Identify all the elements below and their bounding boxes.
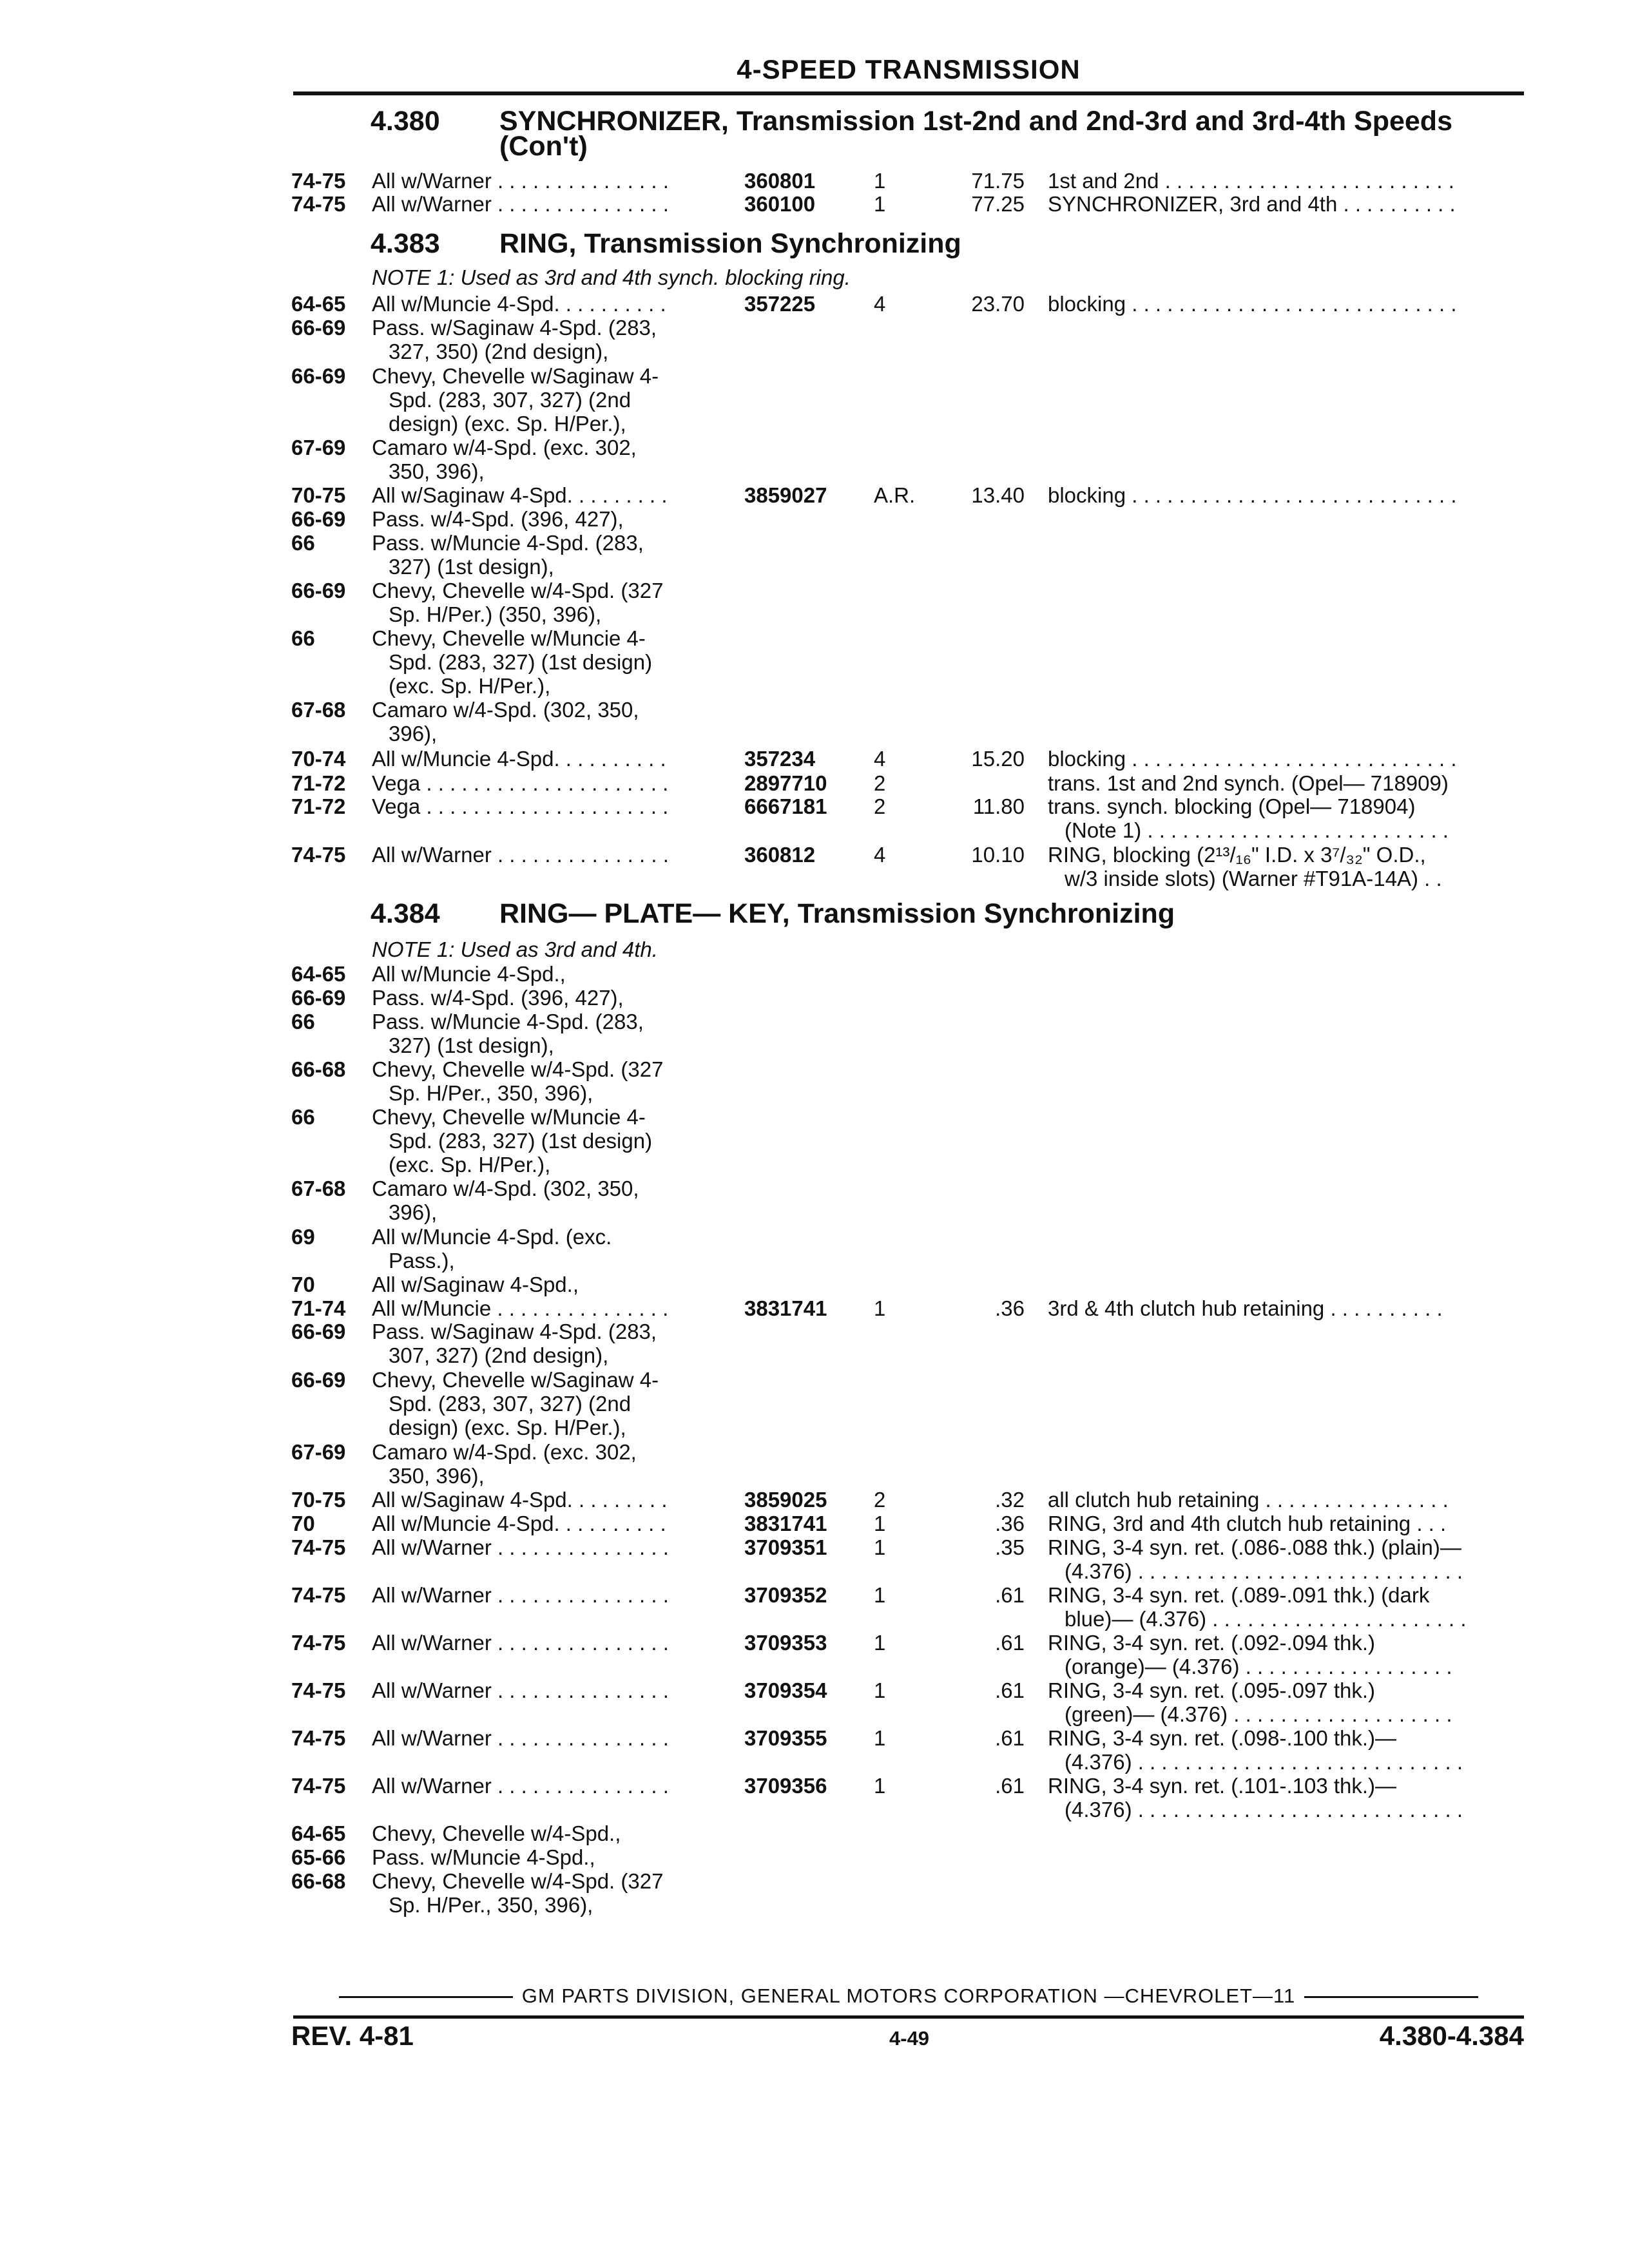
remarks-line: RING, 3-4 syn. ret. (.095-.097 thk.) (1048, 1678, 1376, 1702)
model-years: 66-69 (291, 1320, 346, 1343)
remarks-line: RING, 3rd and 4th clutch hub retaining . . . (1048, 1512, 1447, 1535)
description-line: All w/Muncie 4-Spd. . . . . . . . . . (372, 1512, 666, 1535)
price: .35 (995, 1535, 1025, 1559)
model-years: 66 (291, 531, 315, 555)
application-description (372, 1869, 694, 1917)
application-description (372, 1726, 694, 1750)
remarks-line: (green)— (4.376) . . . . . . . . . . . . . . . . . . . (1065, 1702, 1452, 1726)
remarks-line: trans. 1st and 2nd synch. (Opel— 718909) (1048, 771, 1449, 795)
model-years: 74-75 (291, 1726, 346, 1750)
remarks-line: (4.376) . . . . . . . . . . . . . . . . . . . . . . . . . . . . (1065, 1750, 1463, 1774)
description-line: Pass. w/Saginaw 4-Spd. (283, (372, 316, 657, 340)
description-line: 327) (1st design), (389, 555, 554, 579)
description-line: 396), (389, 722, 438, 745)
description-line: Pass. w/Muncie 4-Spd. (283, (372, 1010, 644, 1033)
application-description (372, 1273, 694, 1296)
application-description (372, 1105, 694, 1177)
section-title: SYNCHRONIZER, Transmission 1st-2nd and 2nd-3rd and 3rd-4th Speeds (499, 106, 1452, 137)
application-description (372, 771, 694, 795)
remarks-line: (Note 1) . . . . . . . . . . . . . . . . . . . . . . . . . . (1065, 818, 1449, 842)
model-years: 66-69 (291, 986, 346, 1010)
remarks (1048, 169, 1518, 193)
part-number: 3859027 (744, 483, 827, 507)
description-line: Spd. (283, 327) (1st design) (389, 1129, 653, 1153)
part-number: 357225 (744, 292, 816, 316)
part-number: 3709354 (744, 1678, 827, 1702)
application-description (372, 1678, 694, 1702)
model-years: 74-75 (291, 1678, 346, 1702)
model-years: 66 (291, 1105, 315, 1129)
part-number: 3709353 (744, 1631, 827, 1655)
remarks-line: (orange)— (4.376) . . . . . . . . . . . . . . . . . . (1065, 1655, 1452, 1678)
application-description (372, 1488, 694, 1512)
remarks (1048, 1774, 1518, 1821)
description-line: 396), (389, 1200, 438, 1224)
description-line: Pass. w/4-Spd. (396, 427), (372, 507, 624, 531)
description-line: design) (exc. Sp. H/Per.), (389, 412, 626, 436)
application-description (372, 531, 694, 579)
application-description (372, 1631, 694, 1655)
description-line: Camaro w/4-Spd. (302, 350, (372, 1177, 639, 1200)
description-line: All w/Warner . . . . . . . . . . . . . . . (372, 1631, 669, 1655)
remarks (1048, 771, 1518, 795)
model-years: 70-74 (291, 747, 346, 771)
part-number: 360812 (744, 843, 816, 867)
remarks (1048, 192, 1518, 216)
page-header (293, 23, 1524, 95)
remarks-line: all clutch hub retaining . . . . . . . . . . . . . . . . (1048, 1488, 1449, 1512)
description-line: 307, 327) (2nd design), (389, 1343, 609, 1367)
quantity: 1 (874, 1774, 886, 1798)
section-title: RING— PLATE— KEY, Transmission Synchronizing (499, 898, 1175, 929)
section-note: NOTE 1: Used as 3rd and 4th synch. blocking ring. (372, 265, 851, 289)
remarks (1048, 1512, 1518, 1535)
application-description (372, 364, 694, 436)
price: .32 (995, 1488, 1025, 1512)
price: .61 (995, 1774, 1025, 1798)
model-years: 66-69 (291, 1368, 346, 1392)
page-number: 4-49 (889, 2027, 930, 2050)
remarks (1048, 1535, 1518, 1583)
model-years: 67-69 (291, 436, 346, 459)
description-line: 350, 396), (389, 1464, 485, 1488)
model-years: 66-69 (291, 507, 346, 531)
remarks (1048, 1678, 1518, 1726)
quantity: 1 (874, 1726, 886, 1750)
remarks-line: RING, 3-4 syn. ret. (.086-.088 thk.) (plain)— (1048, 1535, 1461, 1559)
application-description (372, 1535, 694, 1559)
application-description (372, 962, 694, 986)
section-range: 4.380-4.384 (1379, 2021, 1524, 2051)
remarks-line: blue)— (4.376) . . . . . . . . . . . . . . . . . . . . . . (1065, 1607, 1467, 1631)
application-description (372, 292, 694, 316)
part-number: 3859025 (744, 1488, 827, 1512)
description-line: Chevy, Chevelle w/4-Spd., (372, 1821, 621, 1845)
description-line: All w/Saginaw 4-Spd. . . . . . . . . (372, 1488, 668, 1512)
description-line: All w/Warner . . . . . . . . . . . . . . . (372, 1678, 669, 1702)
quantity: 4 (874, 292, 886, 316)
model-years: 71-74 (291, 1296, 346, 1320)
price: 13.40 (971, 483, 1025, 507)
application-description (372, 316, 694, 363)
description-line: All w/Muncie 4-Spd. . . . . . . . . . (372, 292, 666, 316)
remarks-line: trans. synch. blocking (Opel— 718904) (1048, 794, 1416, 818)
application-description (372, 1296, 694, 1320)
model-years: 74-75 (291, 192, 346, 216)
description-line: Camaro w/4-Spd. (exc. 302, (372, 1440, 637, 1464)
description-line: Chevy, Chevelle w/Muncie 4- (372, 1105, 646, 1129)
description-line: Chevy, Chevelle w/4-Spd. (327 (372, 1057, 664, 1081)
quantity: 1 (874, 1583, 886, 1607)
remarks-line: (4.376) . . . . . . . . . . . . . . . . . . . . . . . . . . . . (1065, 1798, 1463, 1821)
model-years: 74-75 (291, 1535, 346, 1559)
footer-rule (293, 2015, 1524, 2019)
remarks-line: (4.376) . . . . . . . . . . . . . . . . . . . . . . . . . . . . (1065, 1559, 1463, 1583)
part-number: 3831741 (744, 1296, 827, 1320)
description-line: Spd. (283, 327) (1st design) (389, 650, 653, 674)
footer-publisher (293, 1984, 1524, 2008)
application-description (372, 1583, 694, 1607)
application-description (372, 1177, 694, 1224)
application-description (372, 794, 694, 818)
price: .36 (995, 1512, 1025, 1535)
remarks-line: RING, 3-4 syn. ret. (.092-.094 thk.) (1048, 1631, 1376, 1655)
description-line: design) (exc. Sp. H/Per.), (389, 1416, 626, 1439)
description-line: Chevy, Chevelle w/Muncie 4- (372, 626, 646, 650)
section-title-cont: (Con't) (499, 131, 588, 162)
application-description (372, 1512, 694, 1535)
remarks-line: 3rd & 4th clutch hub retaining . . . . . . . . . . (1048, 1296, 1443, 1320)
page-title: 4-SPEED TRANSMISSION (737, 54, 1081, 84)
part-number: 360801 (744, 169, 816, 193)
price: .61 (995, 1678, 1025, 1702)
price: .61 (995, 1726, 1025, 1750)
description-line: 327, 350) (2nd design), (389, 340, 609, 363)
quantity: 2 (874, 1488, 886, 1512)
remarks (1048, 292, 1518, 316)
description-line: Pass.), (389, 1249, 455, 1273)
revision-label: REV. 4-81 (291, 2021, 414, 2051)
description-line: All w/Saginaw 4-Spd. . . . . . . . . (372, 483, 668, 507)
part-number: 3709351 (744, 1535, 827, 1559)
description-line: 327) (1st design), (389, 1033, 554, 1057)
part-number: 3709356 (744, 1774, 827, 1798)
description-line: (exc. Sp. H/Per.), (389, 674, 551, 698)
section-number: 4.383 (371, 228, 440, 259)
quantity: 2 (874, 771, 886, 795)
model-years: 67-68 (291, 1177, 346, 1200)
model-years: 74-75 (291, 1774, 346, 1798)
description-line: All w/Muncie 4-Spd. . . . . . . . . . (372, 747, 666, 771)
remarks-line: RING, 3-4 syn. ret. (.098-.100 thk.)— (1048, 1726, 1397, 1750)
description-line: Chevy, Chevelle w/Saginaw 4- (372, 364, 659, 388)
model-years: 74-75 (291, 169, 346, 193)
description-line: Chevy, Chevelle w/Saginaw 4- (372, 1368, 659, 1392)
description-line: All w/Saginaw 4-Spd., (372, 1273, 579, 1296)
price: 11.80 (972, 794, 1025, 818)
remarks-line: 1st and 2nd . . . . . . . . . . . . . . . . . . . . . . . . . (1048, 169, 1454, 193)
remarks (1048, 483, 1518, 507)
model-years: 66-69 (291, 364, 346, 388)
description-line: Vega . . . . . . . . . . . . . . . . . . . . . (372, 771, 669, 795)
model-years: 67-68 (291, 698, 346, 722)
description-line: Camaro w/4-Spd. (exc. 302, (372, 436, 637, 459)
part-number: 3709352 (744, 1583, 827, 1607)
description-line: Sp. H/Per., 350, 396), (389, 1081, 593, 1105)
model-years: 66-68 (291, 1869, 346, 1893)
model-years: 70 (291, 1273, 315, 1296)
quantity: 1 (874, 169, 886, 193)
description-line: Spd. (283, 307, 327) (2nd (389, 388, 631, 412)
model-years: 67-69 (291, 1440, 346, 1464)
quantity: 1 (874, 1535, 886, 1559)
model-years: 64-65 (291, 1821, 346, 1845)
description-line: 350, 396), (389, 459, 485, 483)
remarks-line: RING, 3-4 syn. ret. (.089-.091 thk.) (dark (1048, 1583, 1430, 1607)
application-description (372, 579, 694, 626)
description-line: Sp. H/Per.) (350, 396), (389, 602, 602, 626)
description-line: (exc. Sp. H/Per.), (389, 1153, 551, 1177)
application-description (372, 507, 694, 531)
section-number: 4.380 (371, 106, 440, 137)
remarks (1048, 1726, 1518, 1774)
application-description (372, 1320, 694, 1367)
description-line: All w/Warner . . . . . . . . . . . . . . . (372, 169, 669, 193)
remarks (1048, 794, 1518, 842)
quantity: 1 (874, 1296, 886, 1320)
model-years: 71-72 (291, 794, 346, 818)
part-number: 6667181 (744, 794, 827, 818)
description-line: All w/Warner . . . . . . . . . . . . . . . (372, 1535, 669, 1559)
model-years: 71-72 (291, 771, 346, 795)
remarks (1048, 843, 1518, 890)
model-years: 70-75 (291, 483, 346, 507)
description-line: Pass. w/Muncie 4-Spd., (372, 1845, 595, 1869)
model-years: 70 (291, 1512, 315, 1535)
application-description (372, 192, 694, 216)
application-description (372, 436, 694, 483)
model-years: 66-69 (291, 316, 346, 340)
model-years: 69 (291, 1225, 315, 1249)
application-description (372, 1057, 694, 1105)
application-description (372, 1774, 694, 1798)
quantity: 4 (874, 843, 886, 867)
description-line: Chevy, Chevelle w/4-Spd. (327 (372, 1869, 664, 1893)
price: .36 (995, 1296, 1025, 1320)
model-years: 64-65 (291, 292, 346, 316)
application-description (372, 843, 694, 867)
remarks (1048, 1631, 1518, 1678)
quantity: 1 (874, 1631, 886, 1655)
price: 71.75 (971, 169, 1025, 193)
description-line: All w/Warner . . . . . . . . . . . . . . . (372, 1583, 669, 1607)
description-line: Pass. w/4-Spd. (396, 427), (372, 986, 624, 1010)
description-line: Pass. w/Saginaw 4-Spd. (283, (372, 1320, 657, 1343)
part-number: 357234 (744, 747, 816, 771)
quantity: 1 (874, 1678, 886, 1702)
model-years: 66 (291, 626, 315, 650)
description-line: Spd. (283, 307, 327) (2nd (389, 1392, 631, 1416)
price: 77.25 (971, 192, 1025, 216)
price: 15.20 (971, 747, 1025, 771)
application-description (372, 1440, 694, 1488)
section-note: NOTE 1: Used as 3rd and 4th. (372, 937, 658, 961)
application-description (372, 169, 694, 193)
remarks-line: blocking . . . . . . . . . . . . . . . . . . . . . . . . . . . . (1048, 292, 1457, 316)
model-years: 74-75 (291, 1631, 346, 1655)
price: .61 (995, 1631, 1025, 1655)
application-description (372, 1845, 694, 1869)
description-line: All w/Warner . . . . . . . . . . . . . . . (372, 192, 669, 216)
part-number: 2897710 (744, 771, 827, 795)
remarks-line: blocking . . . . . . . . . . . . . . . . . . . . . . . . . . . . (1048, 747, 1457, 771)
description-line: Sp. H/Per., 350, 396), (389, 1893, 593, 1917)
remarks-line: w/3 inside slots) (Warner #T91A-14A) . . (1065, 867, 1442, 890)
application-description (372, 1010, 694, 1057)
description-line: Pass. w/Muncie 4-Spd. (283, (372, 531, 644, 555)
footer-publisher-text: GM PARTS DIVISION, GENERAL MOTORS CORPORATION —CHEVROLET—11 (521, 1984, 1296, 2007)
application-description (372, 698, 694, 745)
price: 23.70 (971, 292, 1025, 316)
quantity: 4 (874, 747, 886, 771)
description-line: Camaro w/4-Spd. (302, 350, (372, 698, 639, 722)
model-years: 66-69 (291, 579, 346, 602)
section-number: 4.384 (371, 898, 440, 929)
remarks-line: RING, 3-4 syn. ret. (.101-.103 thk.)— (1048, 1774, 1397, 1798)
remarks (1048, 747, 1518, 771)
model-years: 70-75 (291, 1488, 346, 1512)
remarks-line: blocking . . . . . . . . . . . . . . . . . . . . . . . . . . . . (1048, 483, 1457, 507)
remarks (1048, 1488, 1518, 1512)
part-number: 3709355 (744, 1726, 827, 1750)
remarks (1048, 1296, 1518, 1320)
part-number: 360100 (744, 192, 816, 216)
description-line: All w/Muncie 4-Spd., (372, 962, 566, 986)
model-years: 66-68 (291, 1057, 346, 1081)
application-description (372, 747, 694, 771)
model-years: 65-66 (291, 1845, 346, 1869)
quantity: 2 (874, 794, 886, 818)
remarks-line: SYNCHRONIZER, 3rd and 4th . . . . . . . . . . (1048, 192, 1456, 216)
description-line: Vega . . . . . . . . . . . . . . . . . . . . . (372, 794, 669, 818)
description-line: Chevy, Chevelle w/4-Spd. (327 (372, 579, 664, 602)
description-line: All w/Muncie . . . . . . . . . . . . . . . (372, 1296, 669, 1320)
model-years: 64-65 (291, 962, 346, 986)
quantity: 1 (874, 192, 886, 216)
application-description (372, 1225, 694, 1273)
application-description (372, 483, 694, 507)
price: 10.10 (971, 843, 1025, 867)
part-number: 3831741 (744, 1512, 827, 1535)
remarks (1048, 1583, 1518, 1631)
application-description (372, 986, 694, 1010)
section-title: RING, Transmission Synchronizing (499, 228, 961, 259)
model-years: 74-75 (291, 843, 346, 867)
description-line: All w/Warner . . . . . . . . . . . . . . . (372, 1726, 669, 1750)
model-years: 66 (291, 1010, 315, 1033)
remarks-line: RING, blocking (2¹³/₁₆" I.D. x 3⁷/₃₂" O.D., (1048, 843, 1426, 867)
application-description (372, 1821, 694, 1845)
quantity: A.R. (874, 483, 916, 507)
description-line: All w/Warner . . . . . . . . . . . . . . . (372, 1774, 669, 1798)
application-description (372, 626, 694, 698)
description-line: All w/Muncie 4-Spd. (exc. (372, 1225, 612, 1249)
model-years: 74-75 (291, 1583, 346, 1607)
quantity: 1 (874, 1512, 886, 1535)
price: .61 (995, 1583, 1025, 1607)
application-description (372, 1368, 694, 1439)
description-line: All w/Warner . . . . . . . . . . . . . . . (372, 843, 669, 867)
